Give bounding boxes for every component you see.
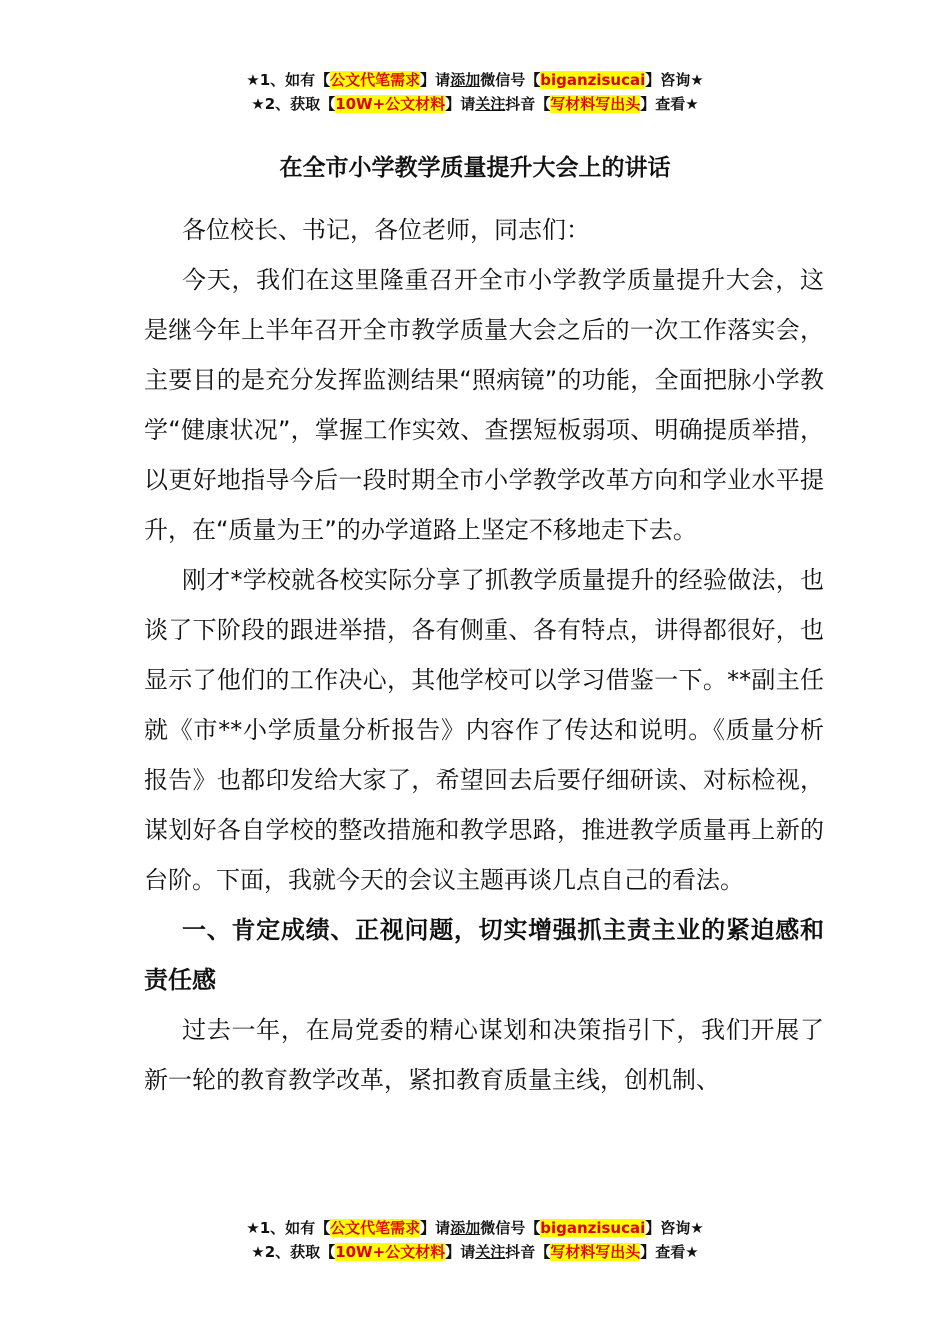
banner-text: 抖音【 [505,1243,551,1261]
banner-text: 微信号【 [480,71,541,89]
banner-text: 】请 [445,95,476,113]
banner-line-2 [0,1240,950,1264]
document-title: 在全市小学教学质量提升大会上的讲话 [279,155,671,181]
banner-underline: 关注 [475,95,506,113]
banner-text: ★1、如有【 [246,71,331,89]
banner-text: ★2、获取【 [251,1243,336,1261]
banner-underline: 添加 [450,71,481,89]
banner-text: 微信号【 [480,1219,541,1237]
banner-text: 】请 [420,1219,451,1237]
banner-underline: 关注 [475,1243,506,1261]
banner-text: 】查看★ [640,1243,699,1261]
section-heading: 一、肯定成绩、正视问题，切实增强抓主责主业的紧迫感和责任感 [144,916,824,994]
body-paragraph: 今天，我们在这里隆重召开全市小学教学质量提升大会，这是继今年上半年召开全市教学质量大会之后的一次工作落实会，主要目的是充分发挥监测结果“照病镜”的功能，全面把脉小学教学“健康状况”，掌握工作实效、查摆短板弱项、明确提质举措，以更好地指导今后一段时期全市小学教学改革方向和学业水平提升，在“质量为王”的办学道路上坚定不移地走下去。 [144,266,824,544]
banner-highlight: 10W+公文材料 [335,95,446,113]
banner-text: 】咨询★ [645,1219,704,1237]
banner-highlight: 公文代笔需求 [330,1219,421,1237]
salutation: 各位校长、书记，各位老师，同志们： [182,216,590,244]
banner-text: 抖音【 [505,95,551,113]
banner-highlight: 写材料写出头 [550,95,641,113]
banner-text: ★2、获取【 [251,95,336,113]
banner-highlight: 写材料写出头 [550,1243,641,1261]
banner-line-1 [0,68,950,92]
banner-highlight: 10W+公文材料 [335,1243,446,1261]
banner-line-2 [0,92,950,116]
banner-text: ★1、如有【 [246,1219,331,1237]
banner-text: 】请 [445,1243,476,1261]
header-banner [0,68,950,116]
banner-text: 】查看★ [640,95,699,113]
banner-text: 】请 [420,71,451,89]
body-paragraph: 刚才*学校就各校实际分享了抓教学质量提升的经验做法，也谈了下阶段的跟进举措，各有侧重、各有特点，讲得都很好，也显示了他们的工作决心，其他学校可以学习借鉴一下。**副主任就《市**小学质量分析报告》内容作了传达和说明。《质量分析报告》也都印发给大家了，希望回去后要仔细研读、对标检视，谋划好各自学校的整改措施和教学思路，推进教学质量再上新的台阶。下面，我就今天的会议主题再谈几点自己的看法。 [144,566,824,894]
banner-text: 】咨询★ [645,71,704,89]
footer-banner [0,1216,950,1264]
banner-highlight: biganzisucai [540,1219,646,1237]
document-body [144,205,824,1105]
banner-highlight: biganzisucai [540,71,646,89]
banner-line-1 [0,1216,950,1240]
banner-underline: 添加 [450,1219,481,1237]
body-paragraph: 过去一年，在局党委的精心谋划和决策指引下，我们开展了新一轮的教育教学改革，紧扣教育质量主线，创机制、 [144,1016,824,1094]
banner-highlight: 公文代笔需求 [330,71,421,89]
